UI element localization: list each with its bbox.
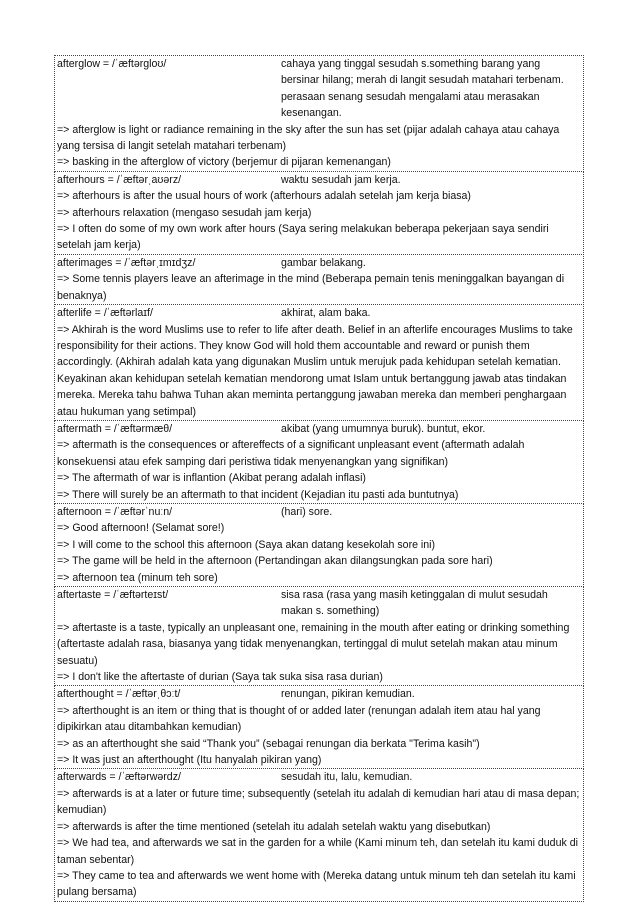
dictionary-page (54, 55, 584, 902)
entry-headline (57, 504, 581, 520)
entry-term: afternoon = /ˈæftərˈnuːn/ (57, 505, 173, 518)
dictionary-entry (54, 254, 584, 305)
example-sentence: => We had tea, and afterwards we sat in the garden for a while (Kami minum teh, dan setelah itu kami duduk di taman sebentar) (57, 837, 578, 866)
example-sentence: => afterglow is light or radiance remaining in the sky after the sun has set (pijar adalah cahaya atau cahaya yang tersisa di langit setelah matahari terbenam) (57, 123, 560, 153)
entry-headline (57, 421, 581, 437)
dictionary-entry (54, 586, 584, 686)
dictionary-entry (54, 685, 584, 769)
example-sentence: => afterwards is at a later or future time; subsequently (setelah itu adalah di kemudian hari atau di masa depan; kemudian) (57, 787, 580, 817)
entry-term: afterhours = /ˈæftərˌaʊərz/ (57, 173, 182, 186)
example-sentence: => as an afterthought she said “Thank you” (sebagai renungan dia berkata "Terima kasih") (57, 737, 480, 750)
entry-meaning: akibat (yang umumnya buruk). buntut, ekor. (281, 422, 486, 435)
example-sentence: => Good afternoon! (Selamat sore!) (57, 522, 225, 535)
example-sentence: => I will come to the school this afternoon (Saya akan datang kesekolah sore ini) (57, 538, 436, 551)
entry-headline (57, 587, 581, 620)
example-sentence: => It was just an afterthought (Itu hanyalah pikiran yang) (57, 754, 322, 767)
entry-meaning: sisa rasa (rasa yang masih ketinggalan di mulut sesudah makan s. something) (281, 589, 548, 618)
entry-meaning: cahaya yang tinggal sesudah s.something barang yang bersinar hilang; merah di langit sesudah matahari terbenam. perasaan senang sesudah mengalami atau merasakan kesenangan. (281, 58, 564, 120)
entry-meaning: (hari) sore. (281, 505, 333, 518)
entry-term: afterimages = /ˈæftərˌɪmɪdʒz/ (57, 256, 196, 269)
dictionary-entry (54, 171, 584, 255)
dictionary-entry (54, 503, 584, 587)
entry-headline (57, 305, 581, 321)
example-sentence: => afterhours is after the usual hours of work (afterhours adalah setelah jam kerja biasa) (57, 190, 471, 203)
dictionary-entry (54, 768, 584, 901)
entry-meaning: renungan, pikiran kemudian. (281, 688, 415, 701)
entry-meaning: sesudah itu, lalu, kemudian. (281, 771, 413, 784)
dictionary-entry (54, 55, 584, 172)
example-sentence: => afterhours relaxation (mengaso sesudah jam kerja) (57, 206, 312, 219)
entry-term: afterwards = /ˈæftərwərdz/ (57, 771, 181, 784)
entry-meaning: akhirat, alam baka. (281, 307, 371, 320)
entry-headline (57, 255, 581, 271)
example-sentence: => I often do some of my own work after hours (Saya sering melakukan beberapa pekerjaan saya sendiri setelah jam kerja) (57, 223, 549, 252)
entry-meaning: waktu sesudah jam kerja. (281, 173, 401, 186)
example-sentence: => afterthought is an item or thing that is thought of or added later (renungan adalah item atau hal yang dipikirkan atau ditambahkan kemudian) (57, 704, 541, 734)
entry-headline (57, 56, 581, 122)
entry-meaning: gambar belakang. (281, 256, 366, 269)
example-sentence: => There will surely be an aftermath to that incident (Kejadian itu pasti ada buntutnya) (57, 488, 459, 501)
entry-headline (57, 172, 581, 188)
example-sentence: => basking in the afterglow of victory (berjemur di pijaran kemenangan) (57, 156, 391, 169)
entry-term: afterlife = /ˈæftərlaɪf/ (57, 307, 153, 320)
example-sentence: => I don't like the aftertaste of durian (Saya tak suka sisa rasa durian) (57, 671, 383, 684)
dictionary-entry (54, 304, 584, 421)
entry-headline (57, 686, 581, 702)
example-sentence: => Some tennis players leave an afterimage in the mind (Beberapa pemain tenis meninggalkan bayangan di benaknya) (57, 273, 565, 302)
example-sentence: => aftertaste is a taste, typically an unpleasant one, remaining in the mouth after eating or drinking something (aftertaste adalah rasa, biasanya yang tidak menyenangkan, tertinggal di mulut setelah makan atau minum sesuatu) (57, 621, 570, 667)
entry-term: aftermath = /ˈæftərmæθ/ (57, 422, 173, 435)
dictionary-entry (54, 420, 584, 504)
entry-term: aftertaste = /ˈæftərteɪst/ (57, 589, 169, 601)
example-sentence: => The game will be held in the afternoon (Pertandingan akan dilangsungkan pada sore hari) (57, 555, 493, 568)
example-sentence: => afternoon tea (minum teh sore) (57, 571, 218, 584)
example-sentence: => They came to tea and afterwards we went home with (Mereka datang untuk minum teh dan setelah itu kami pulang bersama) (57, 869, 576, 899)
example-sentence: => aftermath is the consequences or aftereffects of a significant unpleasant event (aftermath adalah konsekuensi atau efek samping dari peristiwa tidak menyenangkan yang signifikan) (57, 439, 525, 468)
example-sentence: => Akhirah is the word Muslims use to refer to life after death. Belief in an afterlife encourages Muslims to take responsibility for their actions. They know God will hold them accountable and reward or punish them accordingly. (Akhirah adalah kata yang digunakan Muslim untuk merujuk pada kehidupan setelah kematian. Keyakinan akan kehidupan setelah kematian mendorong umat Islam untuk bertanggung jawab atas tindakan mereka. Mereka tahu bahwa Tuhan akan meminta pertanggung jawaban mereka dan memberi penghargaan atau hukuman yang setimpal) (57, 323, 573, 418)
entry-term: afterglow = /ˈæftərgloʊ/ (57, 58, 167, 70)
entry-headline (57, 769, 581, 785)
example-sentence: => afterwards is after the time mentioned (setelah itu adalah setelah waktu yang disebutkan) (57, 820, 491, 833)
entry-term: afterthought = /ˈæftərˌθɔːt/ (57, 688, 181, 701)
example-sentence: => The aftermath of war is inflantion (Akibat perang adalah inflasi) (57, 472, 366, 485)
